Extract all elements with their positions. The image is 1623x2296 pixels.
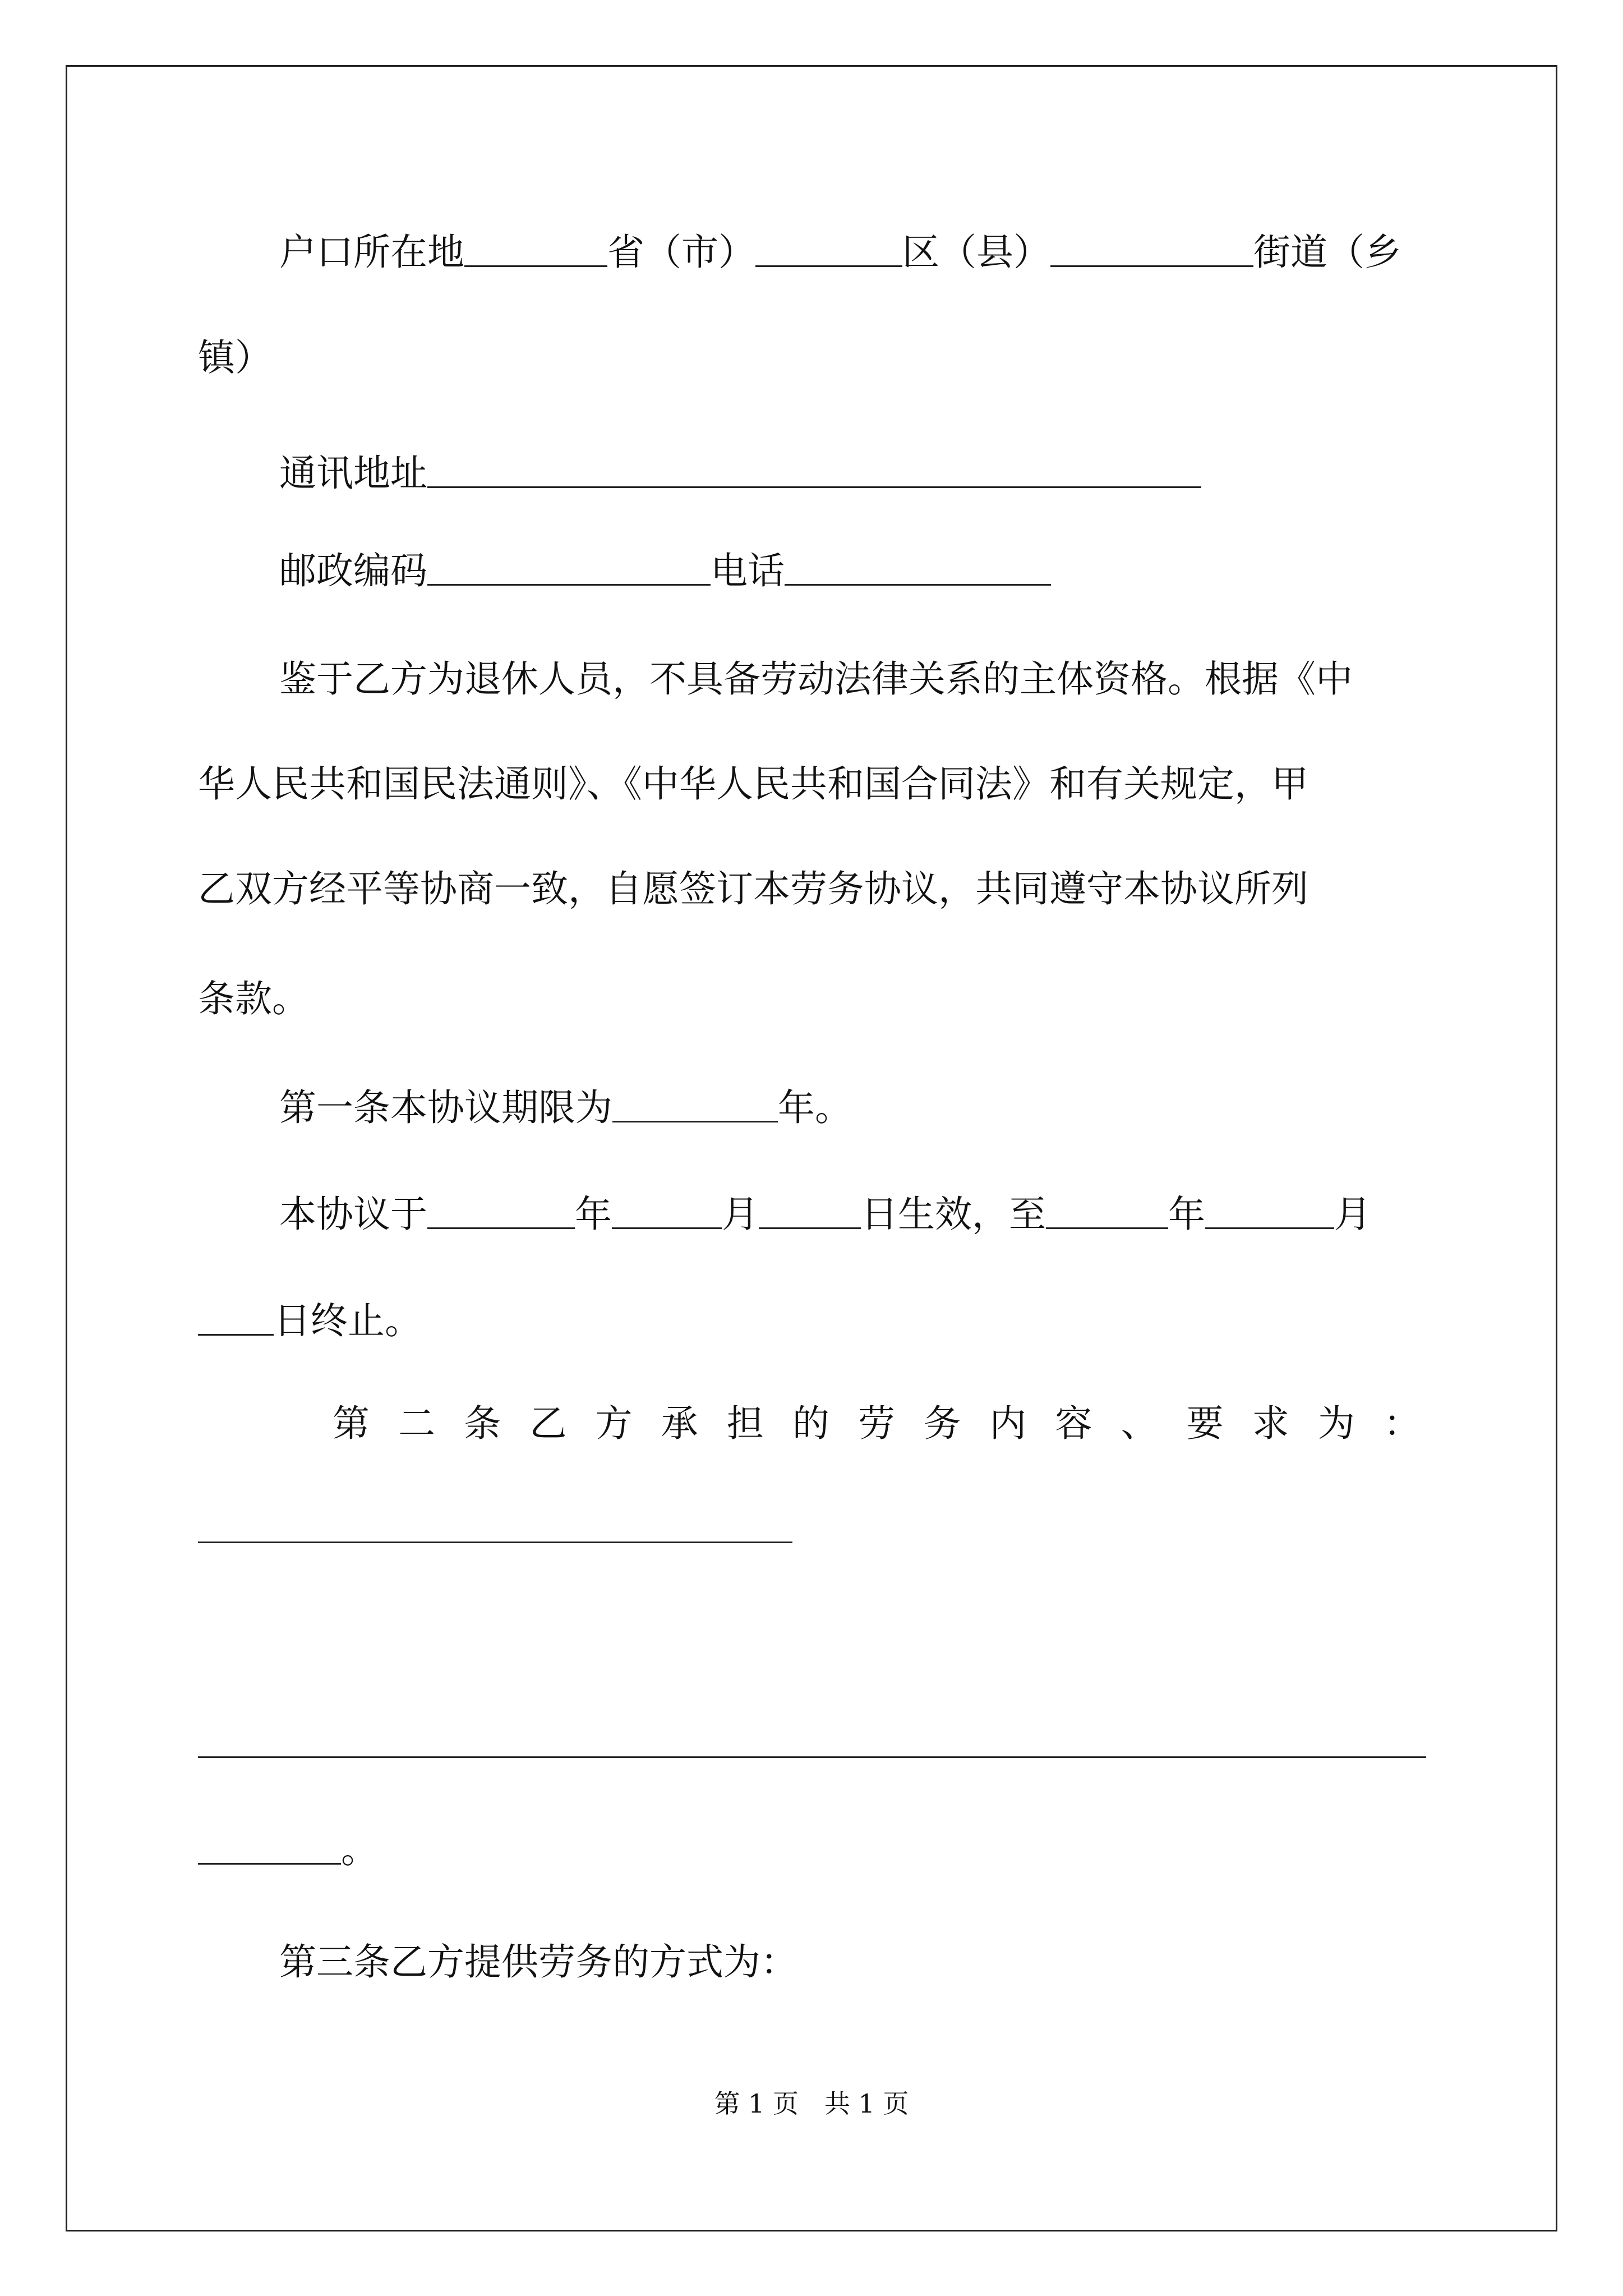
address-line: 通讯地址	[279, 451, 1201, 496]
article-3-line: 第三条乙方提供劳务的方式为：	[279, 1940, 797, 1984]
district-blank[interactable]	[755, 232, 902, 267]
termination-line: 日终止。	[198, 1299, 422, 1343]
province-blank[interactable]	[464, 232, 607, 267]
paragraph-line: 乙双方经平等协商一致，自愿签订本劳务协议，共同遵守本协议所列	[198, 867, 1308, 910]
paragraph-line: 条款。	[198, 977, 309, 1020]
page-border	[66, 65, 1557, 2231]
postcode-blank[interactable]	[427, 550, 711, 586]
service-content-blank-line-2	[198, 1721, 1426, 1766]
service-content-blank-2[interactable]	[198, 1723, 1426, 1758]
service-content-blank-3[interactable]	[198, 1829, 341, 1865]
effective-date-line: 本协议于 年 月 日生效，至 年 月	[279, 1193, 1371, 1236]
start-day-blank[interactable]	[759, 1194, 861, 1229]
paragraph-line: 鉴于乙方为退休人员，不具备劳动法律关系的主体资格。根据《中	[279, 657, 1353, 701]
start-year-blank[interactable]	[427, 1194, 575, 1229]
service-content-blank[interactable]	[198, 1508, 792, 1543]
article-2-line: 第 二 条 乙 方 承 担 的 劳 务 内 容 、 要 求 为 ：	[333, 1402, 1421, 1445]
service-content-blank-line	[198, 1506, 792, 1551]
end-month-blank[interactable]	[1205, 1194, 1334, 1229]
term-years-blank[interactable]	[612, 1087, 778, 1122]
residence-line: 户口所在地 省（市） 区（县） 街道（乡	[279, 231, 1401, 274]
end-year-blank[interactable]	[1046, 1194, 1168, 1229]
start-month-blank[interactable]	[612, 1194, 722, 1229]
residence-line-cont: 镇）	[198, 336, 272, 379]
end-day-blank[interactable]	[198, 1300, 274, 1336]
street-blank[interactable]	[1050, 232, 1253, 267]
postcode-phone-line: 邮政编码 电话	[279, 549, 1051, 593]
paragraph-line: 华人民共和国民法通则》、《中华人民共和国合同法》和有关规定，甲	[198, 762, 1308, 806]
service-content-end-line: 。	[198, 1828, 378, 1872]
address-blank[interactable]	[427, 453, 1201, 488]
page-footer: 第 1 页 共 1 页	[714, 2088, 909, 2119]
phone-blank[interactable]	[785, 550, 1051, 586]
article-1-line: 第一条本协议期限为 年。	[279, 1086, 852, 1129]
